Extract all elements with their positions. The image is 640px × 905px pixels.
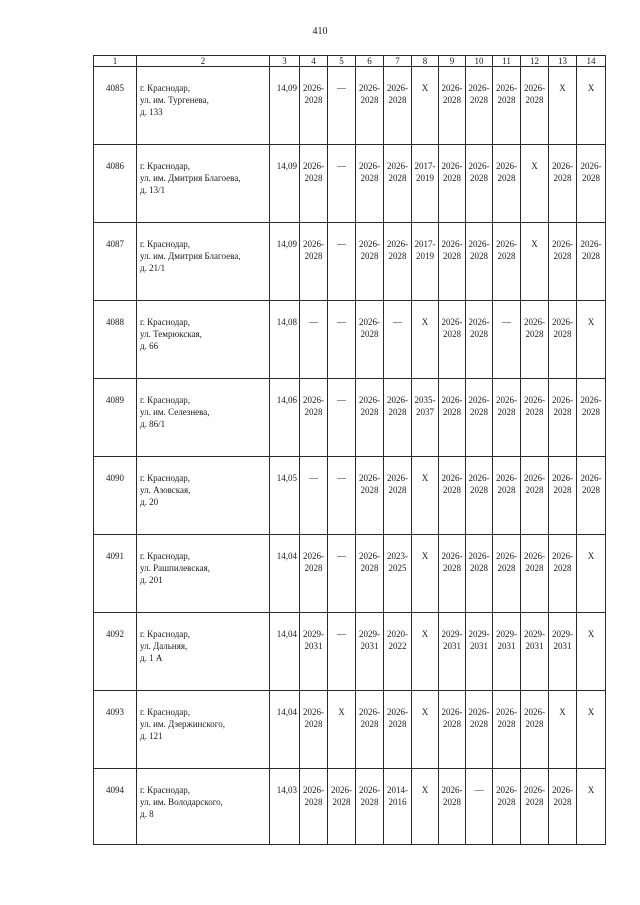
- value-cell: 14,08: [270, 301, 300, 379]
- column-header: 14: [577, 56, 606, 67]
- period-cell: 2026- 2028: [384, 379, 412, 457]
- period-cell: 2029- 2031: [356, 613, 384, 691]
- period-cell: 2020- 2022: [384, 613, 412, 691]
- housing-register-table: [93, 55, 606, 845]
- period-cell: 2026- 2028: [384, 67, 412, 145]
- column-header: 10: [466, 56, 493, 67]
- period-cell: 2026- 2028: [493, 457, 521, 535]
- period-cell: 2026- 2028: [439, 223, 466, 301]
- period-cell: —: [328, 67, 356, 145]
- period-cell: 2026- 2028: [300, 535, 328, 613]
- address-line: ул. им. Дмитрия Благоева,: [140, 251, 241, 261]
- table-row: [94, 223, 606, 301]
- period-cell: 2026- 2028: [439, 301, 466, 379]
- period-cell: 2026- 2028: [439, 769, 466, 845]
- period-cell: 2026- 2028: [577, 379, 606, 457]
- period-cell: X: [521, 145, 549, 223]
- period-cell: 2029- 2031: [549, 613, 577, 691]
- column-header: 13: [549, 56, 577, 67]
- address-line: д. 20: [140, 497, 159, 507]
- period-cell: 2017- 2019: [412, 223, 439, 301]
- period-cell: X: [521, 223, 549, 301]
- period-cell: 2026- 2028: [439, 691, 466, 769]
- table-row: [94, 769, 606, 845]
- address-cell: [137, 67, 270, 145]
- address-line: г. Краснодар,: [140, 317, 191, 327]
- period-cell: 2026- 2028: [356, 223, 384, 301]
- address-line: ул. Азовская,: [140, 485, 191, 495]
- period-cell: 2026- 2028: [549, 223, 577, 301]
- period-cell: X: [412, 301, 439, 379]
- period-cell: —: [328, 145, 356, 223]
- value-cell: 14,04: [270, 535, 300, 613]
- address-line: д. 8: [140, 809, 154, 819]
- value-cell: 14,09: [270, 223, 300, 301]
- value-cell: 14,09: [270, 67, 300, 145]
- period-cell: 2014- 2016: [384, 769, 412, 845]
- address-line: ул. им. Тургенева,: [140, 95, 209, 105]
- column-header: 3: [270, 56, 300, 67]
- period-cell: 2026- 2028: [384, 457, 412, 535]
- column-header: 8: [412, 56, 439, 67]
- period-cell: 2026- 2028: [577, 457, 606, 535]
- address-line: д. 1 А: [140, 653, 163, 663]
- period-cell: X: [412, 67, 439, 145]
- period-cell: 2026- 2028: [439, 535, 466, 613]
- address-cell: [137, 613, 270, 691]
- period-cell: 2026- 2028: [466, 379, 493, 457]
- period-cell: 2026- 2028: [439, 457, 466, 535]
- column-header: 1: [94, 56, 137, 67]
- value-cell: 14,03: [270, 769, 300, 845]
- period-cell: 2026- 2028: [466, 301, 493, 379]
- address-line: ул. Рашпилевская,: [140, 563, 210, 573]
- period-cell: —: [384, 301, 412, 379]
- period-cell: 2026- 2028: [521, 301, 549, 379]
- period-cell: 2035- 2037: [412, 379, 439, 457]
- address-cell: [137, 691, 270, 769]
- record-number: 4092: [94, 613, 137, 691]
- address-line: д. 86/1: [140, 419, 166, 429]
- period-cell: X: [577, 535, 606, 613]
- period-cell: 2026- 2028: [300, 691, 328, 769]
- period-cell: 2026- 2028: [466, 223, 493, 301]
- period-cell: X: [412, 691, 439, 769]
- period-cell: 2026- 2028: [300, 769, 328, 845]
- value-cell: 14,06: [270, 379, 300, 457]
- value-cell: 14,09: [270, 145, 300, 223]
- address-cell: [137, 223, 270, 301]
- address-line: г. Краснодар,: [140, 83, 191, 93]
- period-cell: 2029- 2031: [466, 613, 493, 691]
- period-cell: X: [412, 613, 439, 691]
- period-cell: 2029- 2031: [493, 613, 521, 691]
- period-cell: 2026- 2028: [493, 535, 521, 613]
- address-line: д. 21/1: [140, 263, 166, 273]
- period-cell: 2026- 2028: [577, 223, 606, 301]
- period-cell: 2026- 2028: [521, 379, 549, 457]
- period-cell: X: [577, 301, 606, 379]
- period-cell: 2026- 2028: [356, 457, 384, 535]
- period-cell: 2026- 2028: [356, 145, 384, 223]
- column-header: 9: [439, 56, 466, 67]
- table-row: [94, 535, 606, 613]
- address-line: ул. им. Дмитрия Благоева,: [140, 173, 241, 183]
- column-header: 4: [300, 56, 328, 67]
- period-cell: X: [412, 535, 439, 613]
- period-cell: X: [577, 769, 606, 845]
- column-header: 12: [521, 56, 549, 67]
- address-cell: [137, 457, 270, 535]
- period-cell: 2026- 2028: [577, 145, 606, 223]
- period-cell: 2029- 2031: [521, 613, 549, 691]
- address-cell: [137, 379, 270, 457]
- period-cell: X: [412, 457, 439, 535]
- period-cell: X: [577, 691, 606, 769]
- record-number: 4089: [94, 379, 137, 457]
- period-cell: X: [577, 67, 606, 145]
- period-cell: 2029- 2031: [439, 613, 466, 691]
- address-line: г. Краснодар,: [140, 161, 191, 171]
- period-cell: 2026- 2028: [466, 145, 493, 223]
- period-cell: 2026- 2028: [300, 67, 328, 145]
- period-cell: 2026- 2028: [521, 457, 549, 535]
- record-number: 4085: [94, 67, 137, 145]
- address-line: ул. им. Селезнева,: [140, 407, 210, 417]
- address-line: ул. Дальняя,: [140, 641, 188, 651]
- table-row: [94, 379, 606, 457]
- period-cell: —: [300, 457, 328, 535]
- period-cell: 2026- 2028: [466, 457, 493, 535]
- column-number-row: [94, 56, 606, 67]
- record-number: 4093: [94, 691, 137, 769]
- column-header: 6: [356, 56, 384, 67]
- period-cell: 2026- 2028: [356, 379, 384, 457]
- address-line: д. 121: [140, 731, 163, 741]
- period-cell: 2026- 2028: [493, 67, 521, 145]
- period-cell: 2026- 2028: [493, 769, 521, 845]
- record-number: 4094: [94, 769, 137, 845]
- period-cell: —: [493, 301, 521, 379]
- period-cell: X: [549, 67, 577, 145]
- period-cell: 2026- 2028: [493, 223, 521, 301]
- period-cell: —: [328, 379, 356, 457]
- address-line: г. Краснодар,: [140, 395, 191, 405]
- period-cell: 2026- 2028: [493, 379, 521, 457]
- period-cell: 2026- 2028: [328, 769, 356, 845]
- period-cell: X: [328, 691, 356, 769]
- period-cell: 2026- 2028: [521, 769, 549, 845]
- address-line: г. Краснодар,: [140, 629, 191, 639]
- address-line: г. Краснодар,: [140, 785, 191, 795]
- table-row: [94, 691, 606, 769]
- period-cell: 2026- 2028: [521, 535, 549, 613]
- period-cell: 2026- 2028: [549, 535, 577, 613]
- period-cell: 2026- 2028: [384, 145, 412, 223]
- period-cell: 2026- 2028: [356, 67, 384, 145]
- period-cell: 2026- 2028: [493, 145, 521, 223]
- record-number: 4088: [94, 301, 137, 379]
- address-cell: [137, 301, 270, 379]
- period-cell: 2026- 2028: [356, 535, 384, 613]
- address-line: г. Краснодар,: [140, 551, 191, 561]
- period-cell: 2026- 2028: [493, 691, 521, 769]
- address-line: г. Краснодар,: [140, 473, 191, 483]
- table-row: [94, 613, 606, 691]
- period-cell: 2026- 2028: [549, 301, 577, 379]
- period-cell: 2026- 2028: [466, 67, 493, 145]
- period-cell: X: [549, 691, 577, 769]
- period-cell: —: [328, 301, 356, 379]
- period-cell: 2026- 2028: [356, 769, 384, 845]
- address-cell: [137, 145, 270, 223]
- page-number: 410: [312, 26, 328, 37]
- address-line: д. 13/1: [140, 185, 166, 195]
- record-number: 4087: [94, 223, 137, 301]
- table-row: [94, 67, 606, 145]
- period-cell: —: [328, 457, 356, 535]
- period-cell: X: [577, 613, 606, 691]
- table-row: [94, 145, 606, 223]
- column-header: 7: [384, 56, 412, 67]
- period-cell: 2026- 2028: [439, 67, 466, 145]
- period-cell: 2026- 2028: [356, 691, 384, 769]
- period-cell: 2029- 2031: [300, 613, 328, 691]
- column-header: 11: [493, 56, 521, 67]
- period-cell: —: [466, 769, 493, 845]
- value-cell: 14,04: [270, 691, 300, 769]
- period-cell: 2026- 2028: [300, 223, 328, 301]
- value-cell: 14,04: [270, 613, 300, 691]
- period-cell: 2026- 2028: [466, 691, 493, 769]
- record-number: 4090: [94, 457, 137, 535]
- table-row: [94, 301, 606, 379]
- table-row: [94, 457, 606, 535]
- period-cell: 2026- 2028: [549, 457, 577, 535]
- address-line: г. Краснодар,: [140, 707, 191, 717]
- address-line: д. 66: [140, 341, 159, 351]
- period-cell: 2026- 2028: [356, 301, 384, 379]
- period-cell: 2026- 2028: [300, 379, 328, 457]
- period-cell: —: [328, 613, 356, 691]
- address-line: ул. им. Володарского,: [140, 797, 223, 807]
- period-cell: —: [300, 301, 328, 379]
- period-cell: 2026- 2028: [549, 145, 577, 223]
- column-header: 5: [328, 56, 356, 67]
- record-number: 4086: [94, 145, 137, 223]
- address-cell: [137, 535, 270, 613]
- period-cell: 2026- 2028: [384, 691, 412, 769]
- period-cell: X: [412, 769, 439, 845]
- period-cell: 2026- 2028: [439, 379, 466, 457]
- address-line: ул. им. Дзержинского,: [140, 719, 225, 729]
- period-cell: 2026- 2028: [521, 67, 549, 145]
- period-cell: 2026- 2028: [521, 691, 549, 769]
- address-line: ул. Темрюкская,: [140, 329, 202, 339]
- period-cell: 2026- 2028: [549, 379, 577, 457]
- address-line: д. 133: [140, 107, 163, 117]
- value-cell: 14,05: [270, 457, 300, 535]
- period-cell: 2026- 2028: [466, 535, 493, 613]
- column-header: 2: [137, 56, 270, 67]
- address-line: д. 201: [140, 575, 163, 585]
- period-cell: 2026- 2028: [300, 145, 328, 223]
- period-cell: 2026- 2028: [439, 145, 466, 223]
- period-cell: 2026- 2028: [384, 223, 412, 301]
- record-number: 4091: [94, 535, 137, 613]
- period-cell: —: [328, 535, 356, 613]
- address-cell: [137, 769, 270, 845]
- address-line: г. Краснодар,: [140, 239, 191, 249]
- period-cell: —: [328, 223, 356, 301]
- period-cell: 2023- 2025: [384, 535, 412, 613]
- period-cell: 2017- 2019: [412, 145, 439, 223]
- period-cell: 2026- 2028: [549, 769, 577, 845]
